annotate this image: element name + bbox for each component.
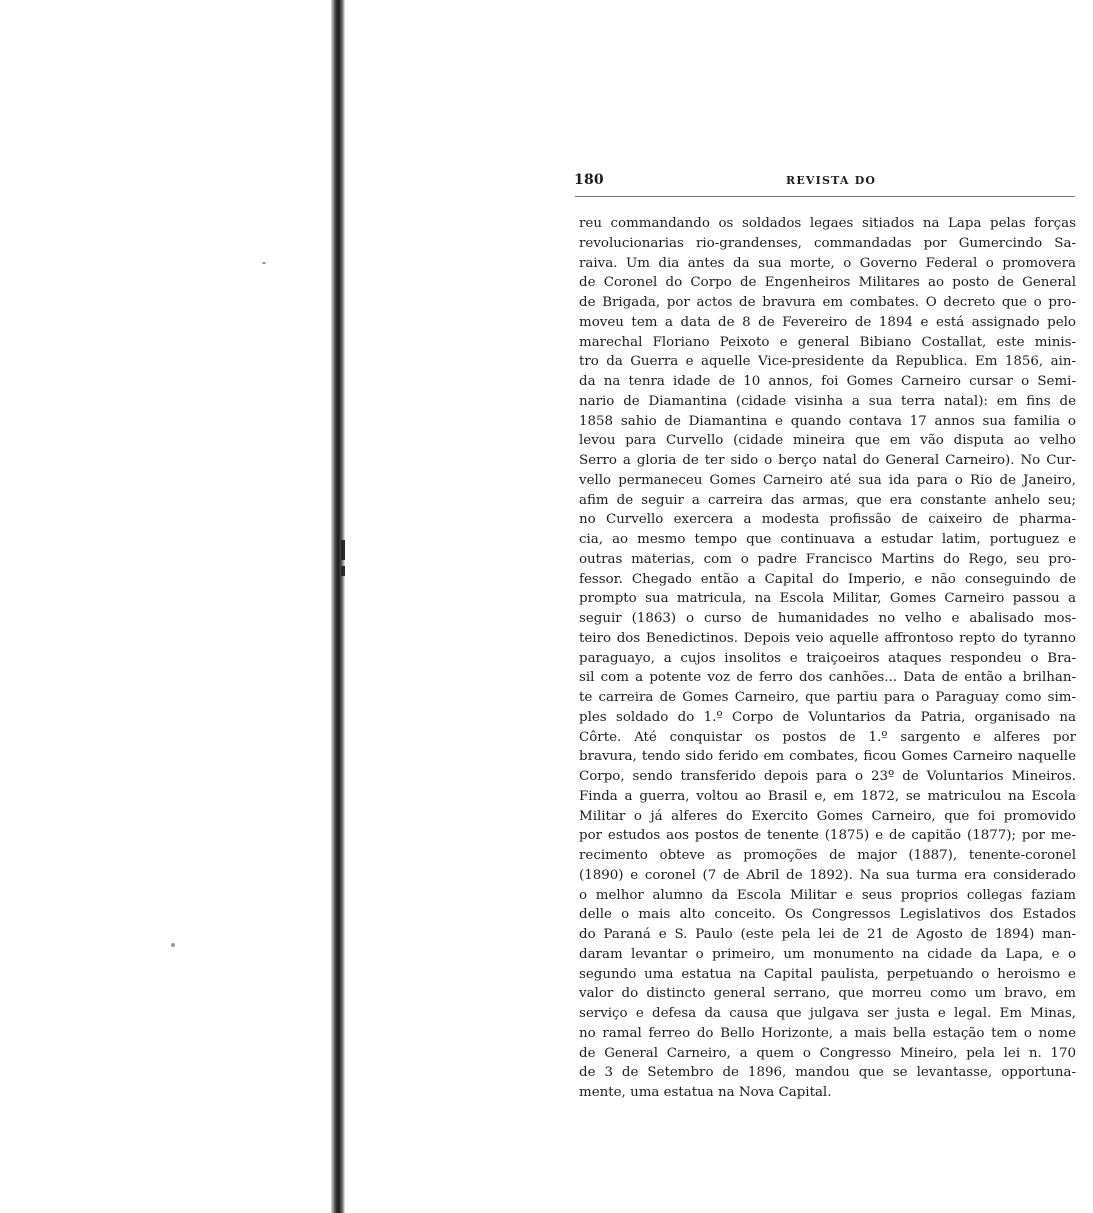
text-line: por estudos aos postos de tenente (1875) e de capitão (1877); por me-: [579, 828, 1076, 844]
running-head: [574, 172, 1078, 196]
page-number: 180: [574, 172, 604, 188]
text-line: fessor. Chegado então a Capital do Imperio, e não conseguindo de: [579, 571, 1076, 587]
text-line: afim de seguir a carreira das armas, que era constante anhelo seu;: [579, 492, 1076, 508]
text-line: revolucionarias rio-grandenses, commandadas por Gumercindo Sa-: [579, 235, 1076, 251]
text-line: vello permaneceu Gomes Carneiro até sua ida para o Rio de Janeiro,: [579, 472, 1076, 488]
text-line: nario de Diamantina (cidade visinha a sua terra natal): em fins de: [579, 393, 1076, 409]
text-line: raiva. Um dia antes da sua morte, o Governo Federal o promovera: [579, 255, 1076, 271]
text-line: sil com a potente voz de ferro dos canhões... Data de então a brilhan-: [579, 670, 1076, 686]
text-line: do Paraná e S. Paulo (este pela lei de 21 de Agosto de 1894) man-: [579, 927, 1076, 942]
text-line: Côrte. Até conquistar os postos de 1.º sargento e alferes por: [579, 729, 1076, 745]
text-line: de Brigada, por actos de bravura em combates. O decreto que o pro-: [579, 295, 1076, 310]
text-line: o melhor alumno da Escola Militar e seus proprios collegas faziam: [579, 887, 1076, 903]
text-line: seguir (1863) o curso de humanidades no velho e abalisado mos-: [579, 611, 1076, 626]
text-line: recimento obteve as promoções de major (1887), tenente-coronel: [579, 848, 1076, 863]
stray-mark: [262, 262, 266, 264]
text-line: segundo uma estatua na Capital paulista, perpetuando o heroismo e: [579, 966, 1076, 982]
text-line: te carreira de Gomes Carneiro, que partiu para o Paraguay como sim-: [579, 690, 1076, 705]
text-line: prompto sua matricula, na Escola Militar, Gomes Carneiro passou a: [579, 591, 1076, 607]
text-line: cia, ao mesmo tempo que continuava a estudar latim, portuguez e: [579, 532, 1076, 547]
text-line: serviço e defesa da causa que julgava ser justa e legal. Em Minas,: [579, 1006, 1076, 1021]
text-line: tro da Guerra e aquelle Vice-presidente da Republica. Em 1856, ain-: [579, 354, 1076, 370]
text-line: bravura, tendo sido ferido em combates, ficou Gomes Carneiro naquelle: [579, 749, 1076, 765]
text-line: (1890) e coronel (7 de Abril de 1892). Na sua turma era considerado: [579, 867, 1076, 883]
text-line: Serro a gloria de ter sido o berço natal do General Carneiro). No Cur-: [579, 453, 1076, 468]
body-text: [579, 214, 1076, 1103]
text-line: Militar o já alferes do Exercito Gomes Carneiro, que foi promovido: [579, 808, 1076, 824]
text-line: de 3 de Setembro de 1896, mandou que se levantasse, opportuna-: [579, 1065, 1076, 1081]
running-title: REVISTA DO: [786, 174, 877, 187]
stray-mark: [171, 943, 175, 947]
text-line: mente, uma estatua na Nova Capital.: [579, 1085, 832, 1100]
text-line: 1858 sahio de Diamantina e quando contava 17 annos sua familia o: [579, 413, 1076, 429]
text-line: delle o mais alto conceito. Os Congressos Legislativos dos Estados: [579, 907, 1076, 923]
text-line: Finda a guerra, voltou ao Brasil e, em 1872, se matriculou na Escola: [579, 788, 1076, 804]
text-line: de Coronel do Corpo de Engenheiros Militares ao posto de General: [579, 275, 1076, 291]
text-line: no ramal ferreo do Bello Horizonte, a mais bella estação tem o nome: [579, 1025, 1076, 1041]
text-line: outras materias, com o padre Francisco Martins do Rego, seu pro-: [579, 551, 1076, 567]
text-line: da na tenra idade de 10 annos, foi Gomes Carneiro cursar o Semi-: [579, 374, 1076, 389]
book-gutter: [331, 0, 345, 1213]
text-line: paraguayo, a cujos insolitos e traiçoeiros ataques respondeu o Bra-: [579, 650, 1076, 666]
header-rule: [575, 196, 1075, 197]
text-line: teiro dos Benedictinos. Depois veio aquelle affrontoso repto do tyranno: [579, 630, 1076, 646]
text-line: Corpo, sendo transferido depois para o 23º de Voluntarios Mineiros.: [579, 769, 1076, 784]
text-line: moveu tem a data de 8 de Fevereiro de 1894 e está assignado pelo: [579, 314, 1076, 330]
text-line: reu commandando os soldados legaes sitiados na Lapa pelas forças: [579, 216, 1076, 231]
text-line: ples soldado do 1.º Corpo de Voluntarios da Patria, organisado na: [579, 709, 1076, 725]
text-line: valor do distincto general serrano, que morreu como um bravo, em: [579, 986, 1076, 1002]
text-line: no Curvello exercera a modesta profissão de caixeiro de pharma-: [579, 512, 1076, 528]
text-line: levou para Curvello (cidade mineira que em vão disputa ao velho: [579, 433, 1076, 449]
text-line: de General Carneiro, a quem o Congresso Mineiro, pela lei n. 170: [579, 1045, 1076, 1061]
text-line: marechal Floriano Peixoto e general Bibiano Costallat, este minis-: [579, 334, 1076, 350]
left-blank-page: [0, 0, 338, 1213]
text-line: daram levantar o primeiro, um monumento na cidade da Lapa, e o: [579, 946, 1076, 962]
